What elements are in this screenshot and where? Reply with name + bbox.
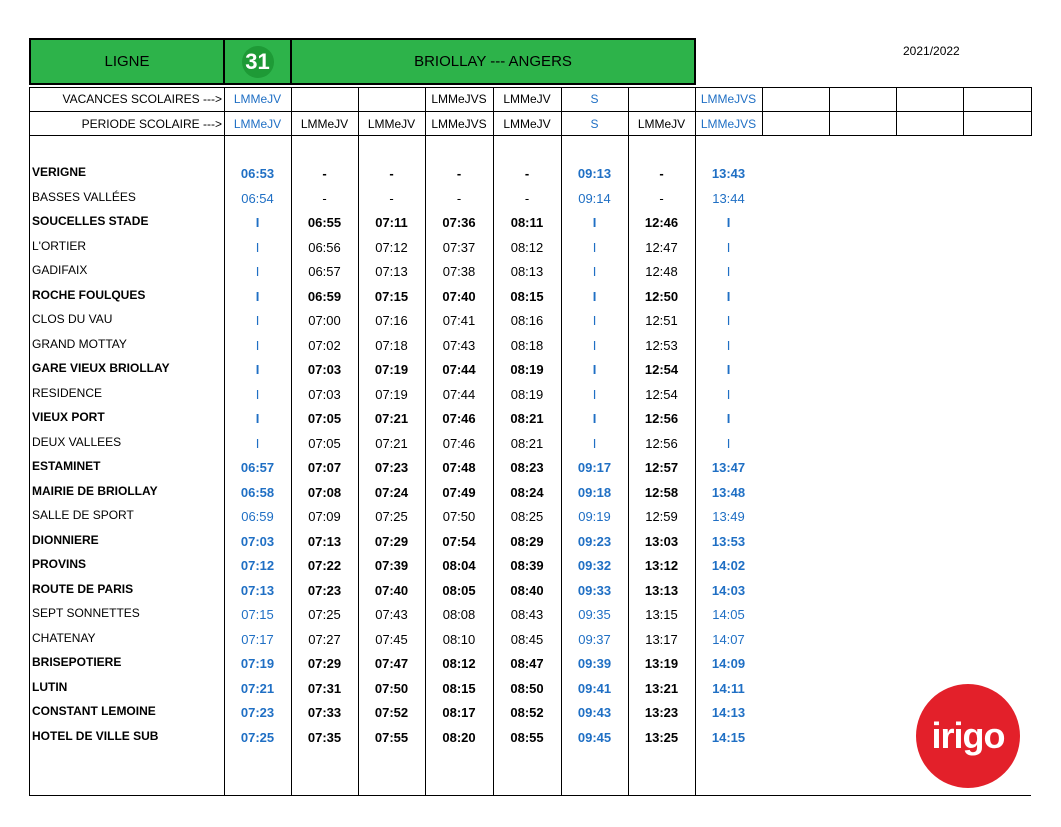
departure-time: 07:08	[307, 484, 342, 500]
grid-col-line	[762, 87, 763, 136]
departure-time: 08:25	[510, 509, 544, 524]
stop-name: LUTIN	[32, 679, 68, 694]
departure-time: 13:17	[645, 631, 678, 647]
departure-time: 08:05	[442, 582, 476, 598]
departure-time: I	[592, 264, 597, 279]
departure-time: 07:25	[240, 729, 275, 745]
departure-time: 07:23	[374, 460, 409, 475]
departure-time: 08:12	[510, 239, 544, 255]
stop-name: VIEUX PORT	[32, 410, 105, 424]
logo-text: irigo	[931, 715, 1005, 756]
departure-time: 13:23	[644, 705, 679, 720]
departure-time: I	[726, 264, 731, 279]
departure-time: 06:58	[240, 484, 275, 500]
departure-time: 08:55	[510, 729, 544, 745]
departure-time: 07:12	[375, 239, 408, 255]
departure-time: 07:25	[375, 509, 408, 524]
departure-time: 07:13	[375, 264, 408, 279]
departure-time: 08:12	[442, 656, 476, 671]
departure-time: I	[255, 337, 260, 353]
departure-time: 09:18	[577, 484, 612, 500]
departure-time: 07:49	[442, 484, 476, 500]
stop-name: SOUCELLES STADE	[32, 214, 149, 228]
departure-time: -	[659, 166, 664, 181]
periode-cell: LMMeJV	[367, 117, 416, 131]
stop-name: GADIFAIX	[32, 263, 88, 277]
departure-time: 07:40	[442, 288, 476, 304]
departure-time: 07:11	[375, 215, 408, 230]
departure-time: 07:44	[442, 362, 476, 377]
departure-time: 07:17	[241, 631, 274, 647]
departure-time: 07:54	[442, 533, 476, 549]
departure-time: I	[726, 239, 731, 255]
departure-time: 06:53	[240, 166, 275, 181]
grid-line-top	[29, 87, 1031, 88]
departure-time: 13:53	[711, 533, 746, 549]
departure-time: I	[726, 435, 731, 451]
periode-cell: LMMeJVS	[431, 117, 487, 131]
departure-time: 12:59	[645, 509, 678, 524]
departure-time: I	[726, 313, 731, 328]
departure-time: I	[592, 313, 597, 328]
periode-cell: LMMeJV	[233, 117, 282, 131]
departure-time: 07:55	[374, 729, 409, 745]
departure-time: 07:03	[307, 362, 342, 377]
vacances-cell: LMMeJV	[503, 92, 551, 106]
departure-time: 07:27	[308, 631, 341, 647]
departure-time: 07:05	[307, 411, 342, 426]
departure-time: 14:09	[711, 656, 746, 671]
departure-time: 07:43	[442, 337, 476, 353]
departure-time: 12:50	[644, 288, 679, 304]
departure-time: -	[524, 166, 530, 181]
departure-time: 07:39	[374, 558, 409, 573]
departure-time: 07:36	[442, 215, 476, 230]
departure-time: 08:23	[510, 460, 544, 475]
departure-time: 14:03	[711, 582, 746, 598]
departure-time: I	[726, 362, 731, 377]
departure-time: 07:18	[375, 337, 408, 353]
departure-time: 09:17	[577, 460, 612, 475]
departure-time: 14:11	[712, 680, 745, 696]
stop-name: BASSES VALLÉES	[32, 189, 136, 204]
departure-time: 08:43	[510, 607, 544, 622]
departure-time: 09:19	[578, 509, 611, 524]
departure-time: I	[592, 362, 597, 377]
departure-time: I	[592, 215, 597, 230]
departure-time: 13:21	[644, 680, 679, 696]
grid-line-header-bottom	[29, 135, 1031, 136]
departure-time: 12:57	[644, 460, 679, 475]
departure-time: 08:15	[510, 288, 544, 304]
stop-name: GARE VIEUX BRIOLLAY	[32, 361, 170, 375]
departure-time: 08:21	[510, 435, 544, 451]
departure-time: 07:38	[442, 264, 476, 279]
departure-time: 08:45	[510, 631, 544, 647]
departure-time: 07:03	[240, 533, 275, 549]
departure-time: 13:44	[712, 190, 745, 206]
stop-name: HOTEL DE VILLE SUB	[32, 728, 159, 743]
departure-time: 12:51	[645, 313, 678, 328]
departure-time: 08:52	[510, 705, 544, 720]
departure-time: 07:50	[374, 680, 409, 696]
grid-line-bottom	[29, 795, 1031, 796]
stop-name: MAIRIE DE BRIOLLAY	[32, 483, 158, 498]
departure-time: 13:19	[644, 656, 679, 671]
stop-name: DIONNIERE	[32, 532, 99, 547]
departure-time: 13:43	[711, 166, 746, 181]
departure-time: 09:41	[577, 680, 612, 696]
departure-time: 08:10	[442, 631, 476, 647]
departure-time: -	[456, 190, 462, 206]
vacances-cell: LMMeJV	[233, 92, 282, 106]
departure-time: 07:37	[442, 239, 476, 255]
departure-time: I	[255, 435, 260, 451]
departure-time: 07:21	[374, 411, 409, 426]
periode-cell: LMMeJVS	[700, 117, 757, 131]
departure-time: 14:05	[712, 607, 745, 622]
departure-time: 08:08	[442, 607, 476, 622]
departure-time: 06:56	[308, 239, 341, 255]
departure-time: 12:47	[645, 239, 678, 255]
stop-name: DEUX VALLEES	[32, 434, 122, 449]
stop-name: RESIDENCE	[32, 385, 103, 400]
departure-time: 07:21	[375, 435, 408, 451]
departure-time: 14:13	[711, 705, 746, 720]
line-number-badge: 31	[242, 46, 274, 78]
departure-time: -	[659, 190, 664, 206]
departure-time: 07:21	[240, 680, 275, 696]
departure-time: 06:57	[240, 460, 275, 475]
departure-time: 07:16	[375, 313, 408, 328]
departure-time: 07:00	[308, 313, 341, 328]
periode-cell: LMMeJV	[637, 117, 686, 131]
stop-name: L'ORTIER	[32, 238, 87, 253]
departure-time: I	[726, 337, 731, 353]
stop-name: GRAND MOTTAY	[32, 336, 127, 351]
departure-time: 07:52	[374, 705, 409, 720]
stop-name: CHATENAY	[32, 630, 96, 645]
departure-time: -	[322, 166, 327, 181]
departure-time: 09:33	[577, 582, 612, 598]
periode-cell: S	[590, 117, 599, 131]
departure-time: 07:23	[307, 582, 342, 598]
departure-time: 07:41	[442, 313, 476, 328]
departure-time: 09:37	[578, 631, 611, 647]
departure-time: 08:39	[510, 558, 544, 573]
stop-name: SALLE DE SPORT	[32, 508, 134, 522]
departure-time: I	[255, 411, 260, 426]
departure-time: 09:43	[577, 705, 612, 720]
departure-time: 12:56	[645, 435, 678, 451]
departure-time: 08:16	[510, 313, 544, 328]
line-number-cell	[223, 38, 292, 85]
departure-time: 07:31	[307, 680, 342, 696]
departure-time: 13:03	[644, 533, 679, 549]
departure-time: 07:02	[308, 337, 341, 353]
periode-cell: LMMeJV	[300, 117, 349, 131]
departure-time: -	[389, 166, 394, 181]
departure-time: 07:05	[308, 435, 341, 451]
departure-time: 08:29	[510, 533, 544, 549]
vacances-cell: S	[590, 92, 599, 106]
departure-time: 08:04	[442, 558, 476, 573]
departure-time: 12:53	[645, 337, 678, 353]
departure-time: 07:19	[240, 656, 275, 671]
departure-time: 09:39	[577, 656, 612, 671]
line-label-cell	[29, 38, 225, 85]
departure-time: 07:23	[240, 705, 275, 720]
departure-time: 09:14	[578, 190, 611, 206]
departure-time: I	[726, 386, 731, 402]
departure-time: 13:12	[644, 558, 679, 573]
departure-time: 07:35	[307, 729, 342, 745]
departure-time: 08:20	[442, 729, 476, 745]
grid-line-mid	[29, 111, 1031, 112]
departure-time: 07:48	[442, 460, 476, 475]
departure-time: I	[592, 386, 597, 402]
departure-time: 09:32	[577, 558, 612, 573]
departure-time: 07:13	[307, 533, 342, 549]
departure-time: 14:07	[712, 631, 745, 647]
departure-time: -	[389, 190, 394, 206]
departure-time: 07:12	[240, 558, 275, 573]
departure-time: 13:48	[711, 484, 746, 500]
departure-time: 13:49	[712, 509, 745, 524]
departure-time: 06:57	[308, 264, 341, 279]
departure-time: I	[255, 386, 260, 402]
route-cell	[290, 38, 696, 85]
departure-time: 07:45	[375, 631, 408, 647]
departure-time: 07:24	[374, 484, 409, 500]
departure-time: I	[726, 411, 731, 426]
departure-time: 07:03	[308, 386, 341, 402]
grid-col-line	[963, 87, 964, 136]
departure-time: 08:47	[510, 656, 544, 671]
departure-time: 09:13	[577, 166, 612, 181]
stop-name: CLOS DU VAU	[32, 312, 113, 326]
departure-time: 07:33	[307, 705, 342, 720]
departure-time: 08:21	[510, 411, 544, 426]
grid-col-line	[896, 87, 897, 136]
line-label: LIGNE	[104, 53, 150, 70]
departure-time: 12:54	[644, 362, 679, 377]
stop-name: ROUTE DE PARIS	[32, 581, 134, 596]
departure-time: 13:15	[645, 607, 678, 622]
departure-time: 07:25	[308, 607, 341, 622]
departure-time: 07:46	[442, 435, 476, 451]
departure-time: 12:56	[644, 411, 679, 426]
stop-name: ESTAMINET	[32, 459, 101, 473]
stop-name: BRISEPOTIERE	[32, 655, 122, 669]
departure-time: 08:18	[510, 337, 544, 353]
stop-name: ROCHE FOULQUES	[32, 287, 146, 302]
vacances-cell: LMMeJVS	[700, 92, 757, 106]
departure-time: 09:45	[577, 729, 612, 745]
departure-time: I	[592, 239, 597, 255]
departure-time: I	[255, 313, 260, 328]
stop-name: CONSTANT LEMOINE	[32, 704, 156, 718]
school-year: 2021/2022	[903, 44, 960, 58]
departure-time: 14:02	[711, 558, 746, 573]
departure-time: 09:35	[578, 607, 611, 622]
departure-time: 13:25	[644, 729, 679, 745]
departure-time: 08:13	[510, 264, 544, 279]
departure-time: -	[524, 190, 530, 206]
departure-time: 07:07	[307, 460, 342, 475]
irigo-logo	[916, 684, 1020, 788]
departure-time: I	[255, 288, 260, 304]
route-title: BRIOLLAY --- ANGERS	[414, 53, 572, 70]
departure-time: 13:47	[711, 460, 746, 475]
periode-cell: LMMeJV	[503, 117, 551, 131]
departure-time: 13:13	[644, 582, 679, 598]
departure-time: I	[592, 337, 597, 353]
vacances-cell: LMMeJVS	[431, 92, 487, 106]
departure-time: I	[592, 288, 597, 304]
departure-time: 07:47	[374, 656, 409, 671]
departure-time: I	[255, 215, 260, 230]
departure-time: I	[255, 239, 260, 255]
departure-time: 08:19	[510, 362, 544, 377]
departure-time: 08:11	[510, 215, 544, 230]
departure-time: 06:59	[307, 288, 342, 304]
departure-time: 08:24	[510, 484, 544, 500]
departure-time: 06:55	[307, 215, 342, 230]
departure-time: 07:29	[307, 656, 342, 671]
departure-time: 07:09	[308, 509, 341, 524]
departure-time: 06:59	[241, 509, 274, 524]
departure-time: 08:15	[442, 680, 476, 696]
departure-time: 07:15	[241, 607, 274, 622]
departure-time: 07:40	[374, 582, 409, 598]
stop-name: SEPT SONNETTES	[32, 606, 140, 620]
departure-time: 08:40	[510, 582, 544, 598]
stop-name: PROVINS	[32, 557, 87, 571]
departure-time: 07:44	[442, 386, 476, 402]
departure-time: 06:54	[241, 190, 274, 206]
departure-time: 08:17	[442, 705, 476, 720]
departure-time: 07:13	[240, 582, 275, 598]
departure-time: I	[592, 435, 597, 451]
departure-time: I	[255, 264, 260, 279]
departure-time: -	[322, 190, 327, 206]
grid-col-line	[829, 87, 830, 136]
departure-time: 07:15	[374, 288, 409, 304]
departure-time: I	[726, 288, 731, 304]
departure-time: I	[255, 362, 260, 377]
departure-time: -	[456, 166, 462, 181]
departure-time: 14:15	[711, 729, 746, 745]
departure-time: 12:54	[645, 386, 678, 402]
departure-time: 08:50	[510, 680, 544, 696]
departure-time: 07:50	[442, 509, 476, 524]
grid-line-left	[29, 87, 30, 795]
departure-time: 07:43	[375, 607, 408, 622]
departure-time: 07:46	[442, 411, 476, 426]
departure-time: 09:23	[577, 533, 612, 549]
periode-label: PERIODE SCOLAIRE --->	[81, 117, 222, 131]
departure-time: 07:29	[374, 533, 409, 549]
stop-name: VERIGNE	[32, 165, 87, 179]
departure-time: 07:19	[375, 386, 408, 402]
departure-time: 12:58	[644, 484, 679, 500]
vacances-label: VACANCES SCOLAIRES --->	[62, 92, 222, 106]
departure-time: 12:46	[644, 215, 679, 230]
grid-col-line	[1031, 87, 1032, 136]
departure-time: 08:19	[510, 386, 544, 402]
departure-time: 07:19	[374, 362, 409, 377]
departure-time: 12:48	[645, 264, 678, 279]
departure-time: I	[592, 411, 597, 426]
departure-time: 07:22	[307, 558, 342, 573]
departure-time: I	[726, 215, 731, 230]
